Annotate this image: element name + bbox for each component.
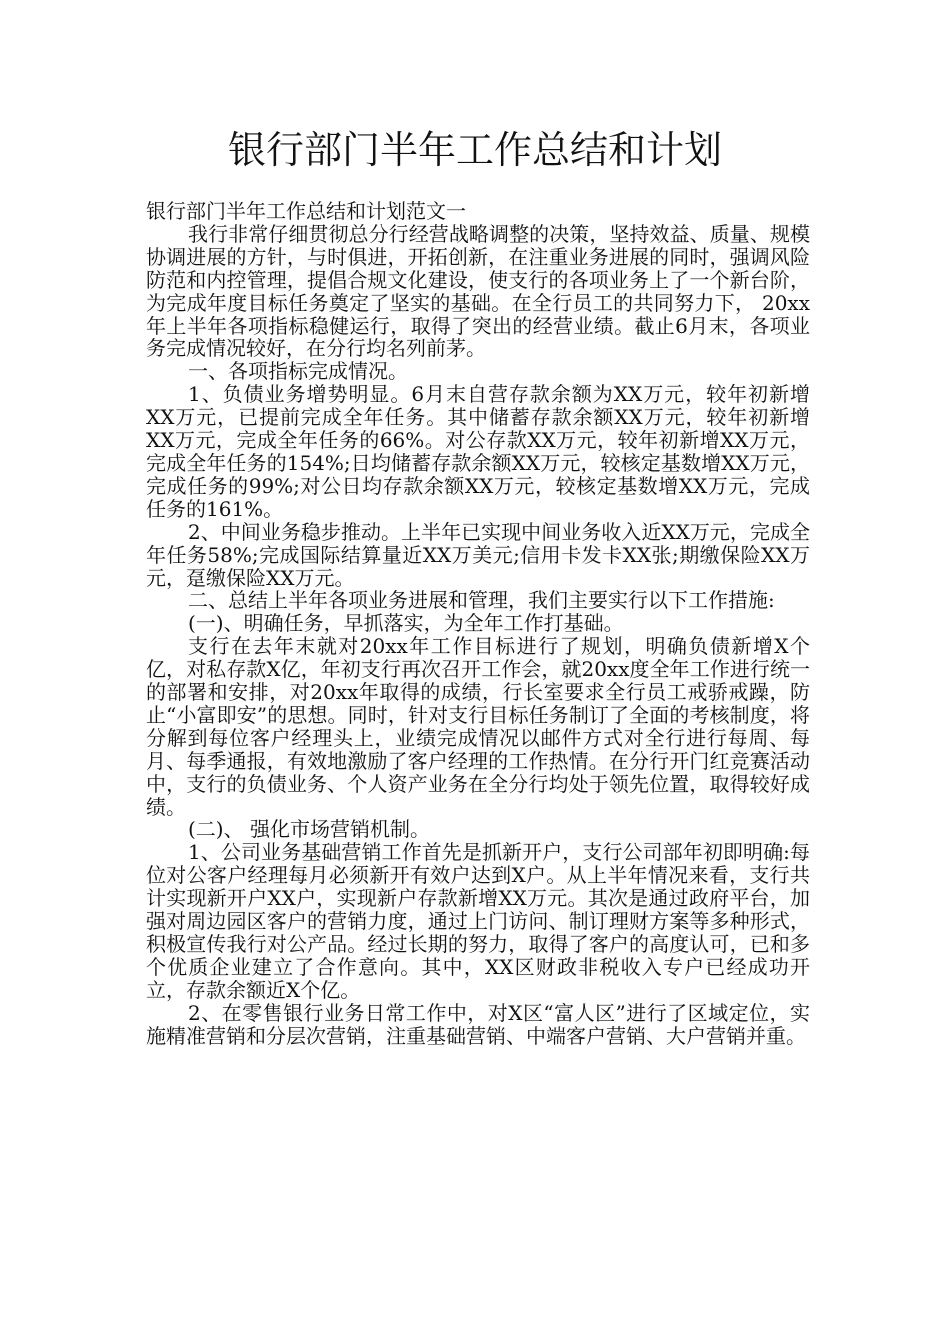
document-title: 银行部门半年工作总结和计划: [227, 128, 722, 172]
paragraph: 一、各项指标完成情况。: [188, 359, 408, 384]
paragraph: 1、公司业务基础营销工作首先是抓新开户，支行公司部年初即明确:每位对公客户经理每月必须新开有效户达到X户。从上半年情况来看，支行共计实现新开户XX户，实现新户存款新增XX万元。其次是通过政府平台，加强对周边园区客户的营销力度，通过上门访问、制订理财方案等多种形式，积极宣传我行对公产品。经过长期的努力，取得了客户的高度认可，已和多个优质企业建立了合作意向。其中，XX区财政非税收入专户已经成功开立，存款余额近X个亿。: [146, 840, 810, 1002]
paragraph: 支行在去年末就对20xx年工作目标进行了规划，明确负债新增X个亿，对私存款X亿，年初支行再次召开工作会，就20xx度全年工作进行统一的部署和安排，对20xx年取得的成绩，行长室要求全行员工戒骄戒躁，防止“小富即安”的思想。同时，针对支行目标任务制订了全面的考核制度，将分解到每位客户经理头上，业绩完成情况以邮件方式对全行进行每周、每月、每季通报，有效地激励了客户经理的工作热情。在分行开门红竞赛活动中，支行的负债业务、个人资产业务在全分行均处于领先位置，取得较好成绩。: [146, 634, 810, 819]
paragraph: 2、中间业务稳步推动。上半年已实现中间业务收入近XX万元，完成全年任务58%;完成国际结算量近XX万美元;信用卡发卡XX张;期缴保险XX万元，趸缴保险XX万元。: [146, 519, 810, 590]
paragraph: 2、在零售银行业务日常工作中，对X区“富人区”进行了区域定位，实施精准营销和分层次营销，注重基础营销、中端客户营销、大户营销并重。: [146, 1000, 810, 1048]
document-body: [146, 200, 810, 1048]
paragraph: 二、总结上半年各项业务进展和管理，我们主要实行以下工作措施:: [188, 588, 775, 613]
paragraph: 我行非常仔细贯彻总分行经营战略调整的决策，坚持效益、质量、规模协调进展的方针，与时俱进，开拓创新，在注重业务进展的同时，强调风险防范和内控管理，提倡合规文化建设，使支行的各项业务上了一个新台阶，为完成年度目标任务奠定了坚实的基础。在全行员工的共同努力下， 20xx年上半年各项指标稳健运行，取得了突出的经营业绩。截止6月末，各项业务完成情况较好，在分行均名列前茅。: [146, 221, 810, 361]
paragraph: (一)、明确任务，早抓落实，为全年工作打基础。: [188, 611, 624, 636]
paragraph: (二)、 强化市场营销机制。: [188, 817, 430, 842]
paragraph: 银行部门半年工作总结和计划范文一: [146, 199, 466, 223]
paragraph: 1、负债业务增势明显。6月末自营存款余额为XX万元，较年初新增XX万元，已提前完成全年任务。其中储蓄存款余额XX万元，较年初新增XX万元，完成全年任务的66%。对公存款XX万元，较年初新增XX万元，完成全年任务的154%;日均储蓄存款余额XX万元，较核定基数增XX万元，完成任务的99%;对公日均存款余额XX万元，较核定基数增XX万元，完成任务的161%。: [146, 382, 810, 521]
